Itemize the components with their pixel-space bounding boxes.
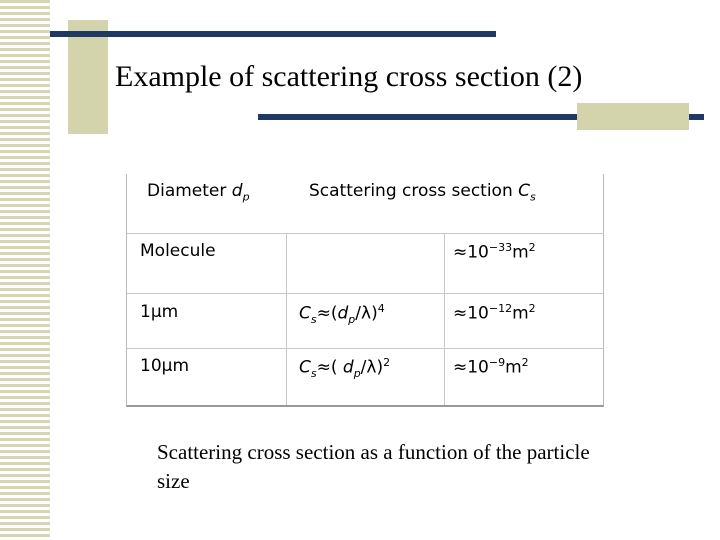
row-formula-10um: $C_s\approx$( $d_p/\lambda)^2$ xyxy=(299,356,391,381)
title-rule-top xyxy=(50,31,496,37)
row-value-1um: $\approx 10^{-12}m^2$ xyxy=(453,302,536,324)
row-value-molecule: $\approx 10^{-33}m^2$ xyxy=(453,241,536,263)
scattering-table xyxy=(126,174,604,407)
row-value-10um: $\approx 10^{-9}m^2$ xyxy=(453,356,529,378)
table-divider xyxy=(286,233,287,405)
decorative-stripes xyxy=(0,0,50,540)
title-accent-block xyxy=(68,20,108,134)
table-divider xyxy=(127,348,603,349)
header-diameter: Diameter $d_p$ xyxy=(147,181,250,204)
right-accent-block xyxy=(577,103,689,130)
slide-title: Example of scattering cross section (2) xyxy=(115,60,583,93)
header-cross-section: Scattering cross section $C_s$ xyxy=(309,181,536,204)
table-divider xyxy=(127,293,603,294)
row-size-1um: 1μm xyxy=(140,302,179,322)
row-size-molecule: Molecule xyxy=(140,241,216,261)
row-formula-1um: $C_s\approx(d_p/\lambda)^4$ xyxy=(299,302,385,327)
table-divider xyxy=(444,233,445,405)
row-size-10um: 10μm xyxy=(140,356,190,376)
caption-text: Scattering cross section as a function of the particle size xyxy=(157,440,590,493)
table-divider xyxy=(127,233,603,234)
